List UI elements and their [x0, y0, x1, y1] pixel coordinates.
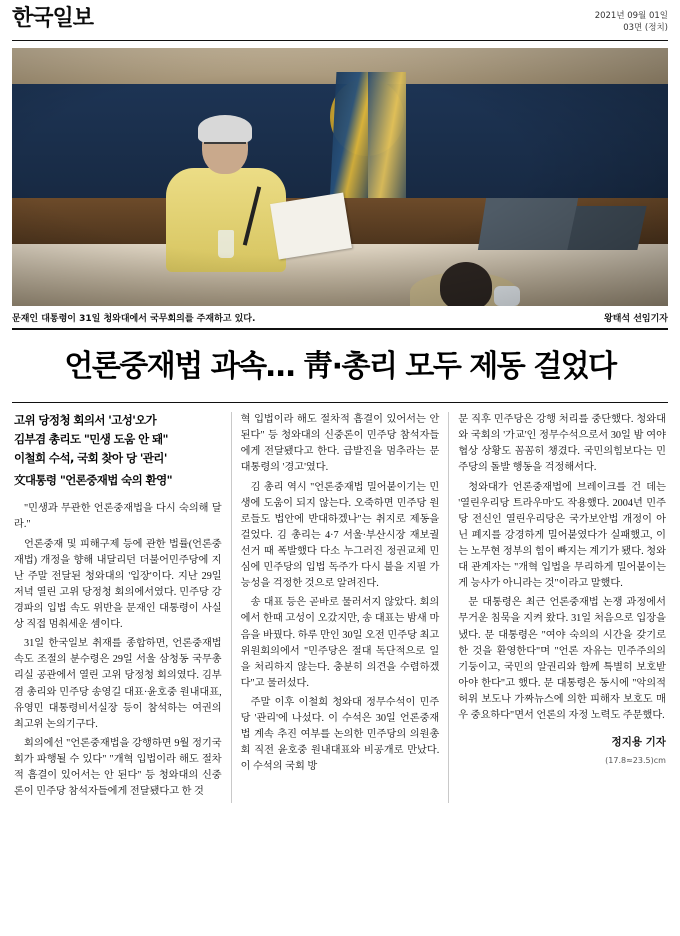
- paragraph: 문 대통령은 최근 언론중재법 논쟁 과정에서 무거운 침묵을 지켜 왔다. 31일 처음으로 입장을 냈다. 문 대통령은 "여야 숙의의 시간을 갖기로 한 것을 환영한다"며 "언론 자유는 민주주의의 기둥이고, 국민의 알권리와 함께 특별히 보호받아야 한다"고 했다. 문 대통령은 동시에 "악의적 허위 보도나 가짜뉴스에 의한 피해자 보호도 매우 중요하다"면서 언론의 자정 노력도 주문했다.: [458, 597, 666, 722]
- paragraph: 31일 한국일보 취재를 종합하면, 언론중재법 속도 조절의 분수령은 29일 서울 삼청동 국무총리실 공관에서 열린 고위 당정청 회의였다. 김부겸 총리와 민주당 송영길 대표·윤호중 원내대표, 유영민 대통령비서실장 등이 참석하는 여권의 최고위 논의기구다.: [14, 638, 222, 730]
- caption-row: [12, 311, 668, 330]
- paragraph: 회의에선 "언론중재법을 강행하면 9월 정기국회가 파행될 수 있다" "개혁 입법이라 해도 절차적 흠결이 있어서는 안 된다" 등 청와대의 신중론이 민주당 참석자들에게 전달됐다고 한 것: [14, 737, 222, 798]
- photo-caption: 문재인 대통령이 31일 청와대에서 국무회의를 주재하고 있다.: [12, 313, 256, 324]
- column-3: [449, 412, 668, 803]
- kicker-line-1: 고위 당정청 회의서 '고성'오가: [14, 413, 157, 428]
- page-section: 03면 (정치): [623, 23, 668, 34]
- paragraph: 청와대가 언론중재법에 브레이크를 건 데는 '열린우리당 트라우마'도 작용했다. 2004년 민주당 전신인 열린우리당은 국가보안법 개정이 아닌 폐지를 강경하게 밀어붙였다가 실패했고, 이는 노무현 정부의 힘이 빠지는 계기가 됐다. 청와대 관계자는 "개혁 입법을 무리하게 밀어붙이는 게 능사가 아니라는 것"이라고 말했다.: [458, 481, 666, 590]
- issue-date: 2021년 09월 01일: [594, 11, 668, 21]
- print-size-note: (17.8≈23.5)cm: [605, 755, 666, 765]
- kicker-line-4: 文대통령 "언론중재법 숙의 환영": [14, 472, 173, 487]
- kicker-line-2: 김부겸 총리도 "민생 도움 안 돼": [14, 431, 168, 446]
- column-1: [12, 412, 231, 803]
- photo-vignette: [12, 48, 668, 306]
- paragraph: 문 직후 민주당은 강행 처리를 중단했다. 청와대와 국회의 '가교'인 정무수석으로서 30일 밤 여야 협상 상황도 꼼꼼히 챙겼다. 국민의힘보다는 민주당의 돌발 행동을 걱정해서다.: [458, 414, 666, 474]
- article-headline: 언론중재법 과속… 靑·총리 모두 제동 걸었다: [64, 348, 616, 384]
- photo-credit: 왕태석 선임기자: [604, 313, 668, 324]
- paragraph: 언론중재 및 피해구제 등에 관한 법률(언론중재법) 개정을 향해 내달리던 더불어민주당에 지난 주말 전달된 청와대의 '입장'이다. 지난 29일 저녁 열린 고위 당정청 회의에서였다. 민주당 강경파의 입법 속도 위반을 문재인 대통령이 사실상 직접 멈춰세운 셈이다.: [14, 538, 222, 631]
- masthead-meta: [595, 8, 668, 35]
- paragraph: 주말 이후 이철희 청와대 정무수석이 민주당 '관리'에 나섰다. 이 수석은 30일 언론중재법 계속 추진 여부를 논의한 민주당의 의원총회 직전 윤호중 원내대표와 비공개로 만났다. 이 수석의 국회 방: [240, 696, 440, 773]
- masthead: [12, 8, 668, 41]
- newspaper-title: 한국일보: [12, 6, 94, 31]
- kicker-line-3: 이철희 수석, 국회 찾아 당 '관리': [14, 450, 167, 465]
- article-byline: 정지용 기자: [611, 736, 666, 749]
- photo-block: [12, 48, 668, 330]
- article-kicker: [14, 412, 222, 489]
- paragraph: "민생과 무관한 언론중재법을 다시 숙의해 달라.": [14, 503, 222, 531]
- column-2: [231, 412, 450, 803]
- paragraph: 혁 입법이라 해도 절차적 흠결이 있어서는 안 된다" 등 청와대의 신중론이 민주당 참석자들에게 전달됐다고 한다. 급발진을 멈추라는 문 대통령의 '경고'였다.: [240, 414, 440, 474]
- article-columns: [12, 402, 668, 803]
- paragraph: 김 총리 역시 "언론중재법 밀어붙이기는 민생에 도움이 되지 않는다. 오죽하면 민주당 원로들도 법안에 반대하겠나"는 취지로 제동을 걸었다. 김 총리는 4·7 서울·부산시장 재보궐 선거 때 폭발했다 다소 누그러진 정권교체 민심에 민주당의 입법 독주가 다시 불을 지필 가능성을 걱정한 것으로 알려진다.: [240, 481, 440, 590]
- paragraph: 송 대표 등은 곧바로 물러서지 않았다. 회의에서 한때 고성이 오갔지만, 송 대표는 밤새 마음을 바꿨다. 하루 만인 30일 오전 민주당 최고위원회의에서 "민주당은 절대 독단적으로 일을 처리하지 않는다. 충분히 의견을 수렴하겠다"고 물러섰다.: [240, 597, 440, 689]
- president-meeting-photo: [12, 48, 668, 306]
